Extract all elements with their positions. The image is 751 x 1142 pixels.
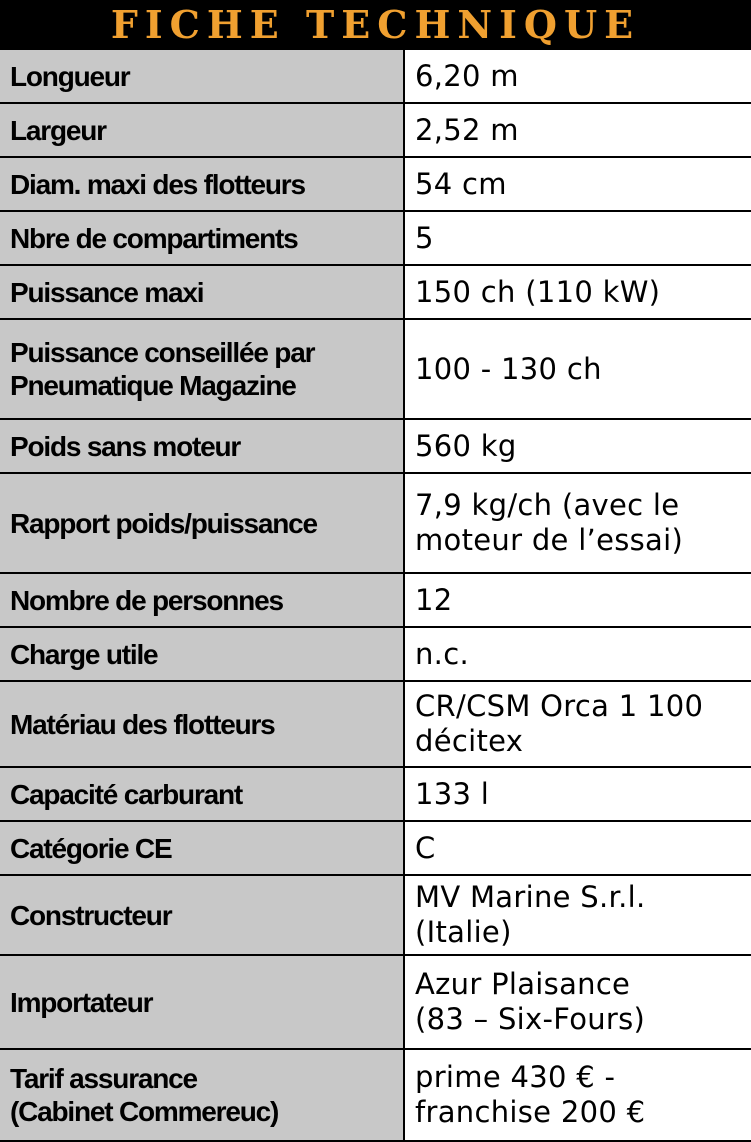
- spec-value: 7,9 kg/ch (avec le moteur de l’essai): [404, 473, 751, 573]
- spec-value: 2,52 m: [404, 103, 751, 157]
- spec-row-diametre: [0, 157, 751, 211]
- spec-value: 150 ch (110 kW): [404, 265, 751, 319]
- spec-label: Diam. maxi des flotteurs: [0, 157, 404, 211]
- spec-label: Capacité carburant: [0, 767, 404, 821]
- spec-label: Rapport poids/puissance: [0, 473, 404, 573]
- spec-row-constructeur: [0, 875, 751, 955]
- spec-row-tarif-assurance: [0, 1049, 751, 1141]
- spec-value: prime 430 € - franchise 200 €: [404, 1049, 751, 1141]
- spec-label: Nbre de compartiments: [0, 211, 404, 265]
- spec-row-materiau: [0, 681, 751, 767]
- spec-row-importateur: [0, 955, 751, 1049]
- spec-value: MV Marine S.r.l. (Italie): [404, 875, 751, 955]
- spec-row-puissance-maxi: [0, 265, 751, 319]
- spec-row-largeur: [0, 103, 751, 157]
- spec-row-categorie: [0, 821, 751, 875]
- spec-label: Longueur: [0, 49, 404, 103]
- spec-value: 560 kg: [404, 419, 751, 473]
- spec-label: Catégorie CE: [0, 821, 404, 875]
- spec-label: Matériau des flotteurs: [0, 681, 404, 767]
- spec-table: [0, 48, 751, 1142]
- spec-value: CR/CSM Orca 1 100 décitex: [404, 681, 751, 767]
- table-title: FICHE TECHNIQUE: [110, 2, 641, 47]
- spec-label: Puissance conseillée par Pneumatique Magazine: [0, 319, 404, 419]
- spec-row-charge: [0, 627, 751, 681]
- table-header: [0, 0, 751, 48]
- spec-value: 12: [404, 573, 751, 627]
- spec-label: Poids sans moteur: [0, 419, 404, 473]
- spec-value: 6,20 m: [404, 49, 751, 103]
- spec-label: Nombre de personnes: [0, 573, 404, 627]
- spec-row-longueur: [0, 49, 751, 103]
- spec-value: 133 l: [404, 767, 751, 821]
- spec-row-rapport: [0, 473, 751, 573]
- spec-value: Azur Plaisance (83 – Six-Fours): [404, 955, 751, 1049]
- spec-label: Largeur: [0, 103, 404, 157]
- spec-label: Tarif assurance (Cabinet Commereuc): [0, 1049, 404, 1141]
- spec-label: Charge utile: [0, 627, 404, 681]
- spec-label: Constructeur: [0, 875, 404, 955]
- spec-row-personnes: [0, 573, 751, 627]
- spec-row-poids: [0, 419, 751, 473]
- spec-value: 5: [404, 211, 751, 265]
- spec-value: n.c.: [404, 627, 751, 681]
- spec-label: Importateur: [0, 955, 404, 1049]
- spec-row-compartiments: [0, 211, 751, 265]
- spec-row-puissance-conseillee: [0, 319, 751, 419]
- spec-row-carburant: [0, 767, 751, 821]
- spec-value: 100 - 130 ch: [404, 319, 751, 419]
- spec-label: Puissance maxi: [0, 265, 404, 319]
- spec-value: 54 cm: [404, 157, 751, 211]
- spec-value: C: [404, 821, 751, 875]
